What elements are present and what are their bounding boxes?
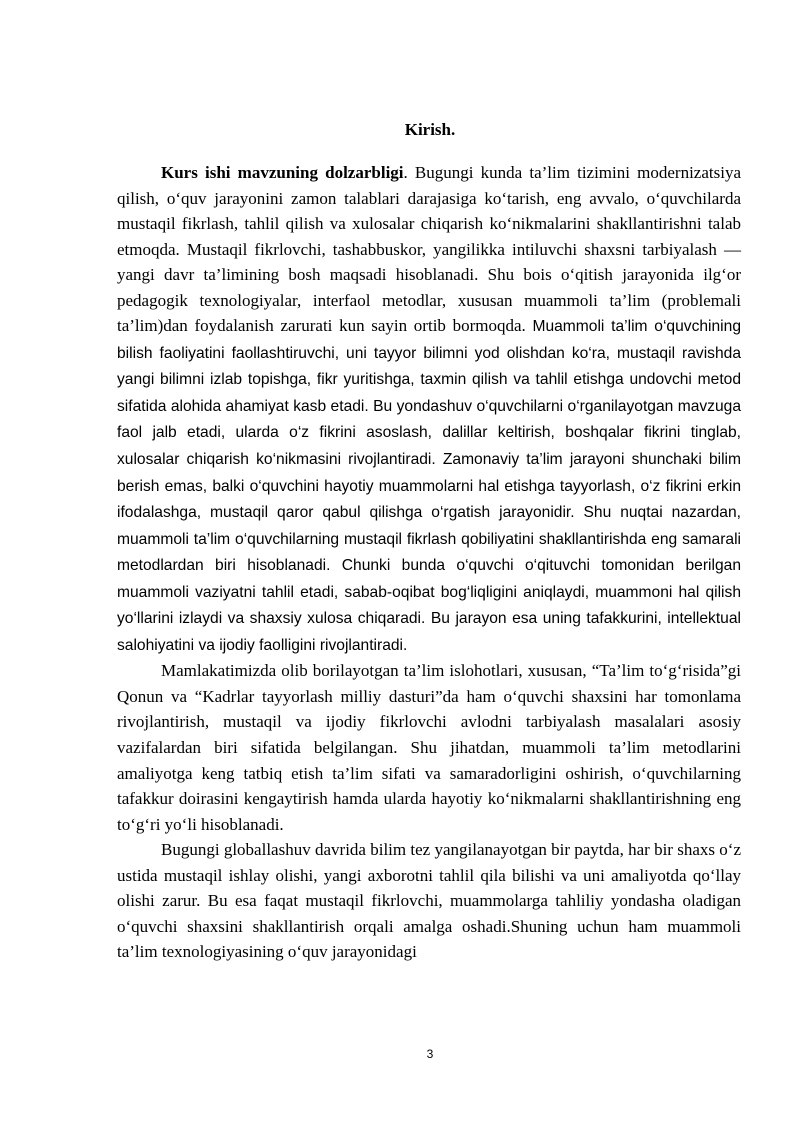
paragraph-1-sans: Muammoli ta’lim o‘quvchining bilish faoliyatini faollashtiruvchi, uni tayyor bilimni yod olishdan ko‘ra, mustaqil ravishda yangi bilimni izlab topishga, fikr yuritishga, taxmin qilish va tahlil etishga undovchi metod sifatida alohida ahamiyat kasb etadi. Bu yondashuv o‘quvchilarni o‘rganilayotgan mavzuga faol jalb etadi, ularda o‘z fikrini asoslash, dalillar keltirish, boshqalar fikrini tinglab, xulosalar chiqarish ko‘nikmasini rivojlantiradi. Zamonaviy ta’lim jarayoni shunchaki bilim berish emas, balki o‘quvchini hayotiy muammolarni hal etishga tayyorlash, o‘z fikrini erkin ifodalashga, mustaqil qaror qabul qilishga o‘rgatish jarayonidir. Shu nuqtai nazardan, muammoli ta’lim o‘quvchilarning mustaqil fikrlash qobiliyatini shakllantirishda eng samarali metodlardan biri hisoblanadi. Chunki bunda o‘quvchi o‘qituvchi tomonidan berilgan muammoli vaziyatni tahlil etadi, sabab-oqibat bog‘liqligini aniqlaydi, muammoni hal qilish yo‘llarini izlaydi va shaxsiy xulosa chiqaradi. Bu jarayon esa uning tafakkurini, intellektual salohiyatini va ijodiy faolligini rivojlantiradi. <box>117 318 741 654</box>
body-text <box>117 160 741 965</box>
page-number: 3 <box>426 1047 434 1061</box>
paragraph-3: Bugungi globallashuv davrida bilim tez yangilanayotgan bir paytda, har bir shaxs oʻz ustida mustaqil ishlay olishi, yangi axborotni tahlil qila bilishi va uni amaliyotda qoʻllay olishi zarur. Bu esa faqat mustaqil fikrlovchi, muammolarga tahliliy yondasha oladigan oʻquvchi shaxsini shakllantirish orqali amalga oshadi.Shuning uchun ham muammoli ta’lim texnologiyasining oʻquv jarayonidagi <box>117 840 741 962</box>
paragraph-1-lead-rest: . Bugungi kunda ta’lim tizimini modernizatsiya qilish, oʻquv jarayonini zamon talablari darajasiga koʻtarish, eng avvalo, oʻquvchilarda mustaqil fikrlash, tahlil qilish va xulosalar chiqarish koʻnikmalarini shakllantirishni talab etmoqda. Mustaqil fikrlovchi, tashabbuskor, yangilikka intiluvchi shaxsni tarbiyalash — yangi davr ta’limining bosh maqsadi hisoblanadi. Shu bois oʻqitish jarayonida ilgʻor pedagogik texnologiyalar, interfaol metodlar, xususan muammoli ta’lim (problemali ta’lim)dan foydalanish zarurati kun sayin ortib bormoqda. <box>117 163 741 336</box>
section-heading: Kirish. <box>404 120 456 139</box>
paragraph-2: Mamlakatimizda olib borilayotgan ta’lim islohotlari, xususan, “Ta’lim toʻgʻrisida”gi Qonun va “Kadrlar tayyorlash milliy dasturi”da ham oʻquvchi shaxsini har tomonlama rivojlantirish, mustaqil va ijodiy fikrlovchi avlodni tarbiyalash masalalari asosiy vazifalardan biri sifatida belgilangan. Shu jihatdan, muammoli ta’lim metodlarini amaliyotga keng tatbiq etish ta’lim sifati va samaradorligini oshirish, oʻquvchilarning tafakkur doirasini kengaytirish hamda ularda hayotiy koʻnikmalarni shakllantirishning eng toʻgʻri yoʻli hisoblanadi. <box>117 661 741 834</box>
paragraph-1-lead-bold: Kurs ishi mavzuning dolzarbligi <box>161 163 404 182</box>
paragraph-1-serif <box>117 160 741 658</box>
